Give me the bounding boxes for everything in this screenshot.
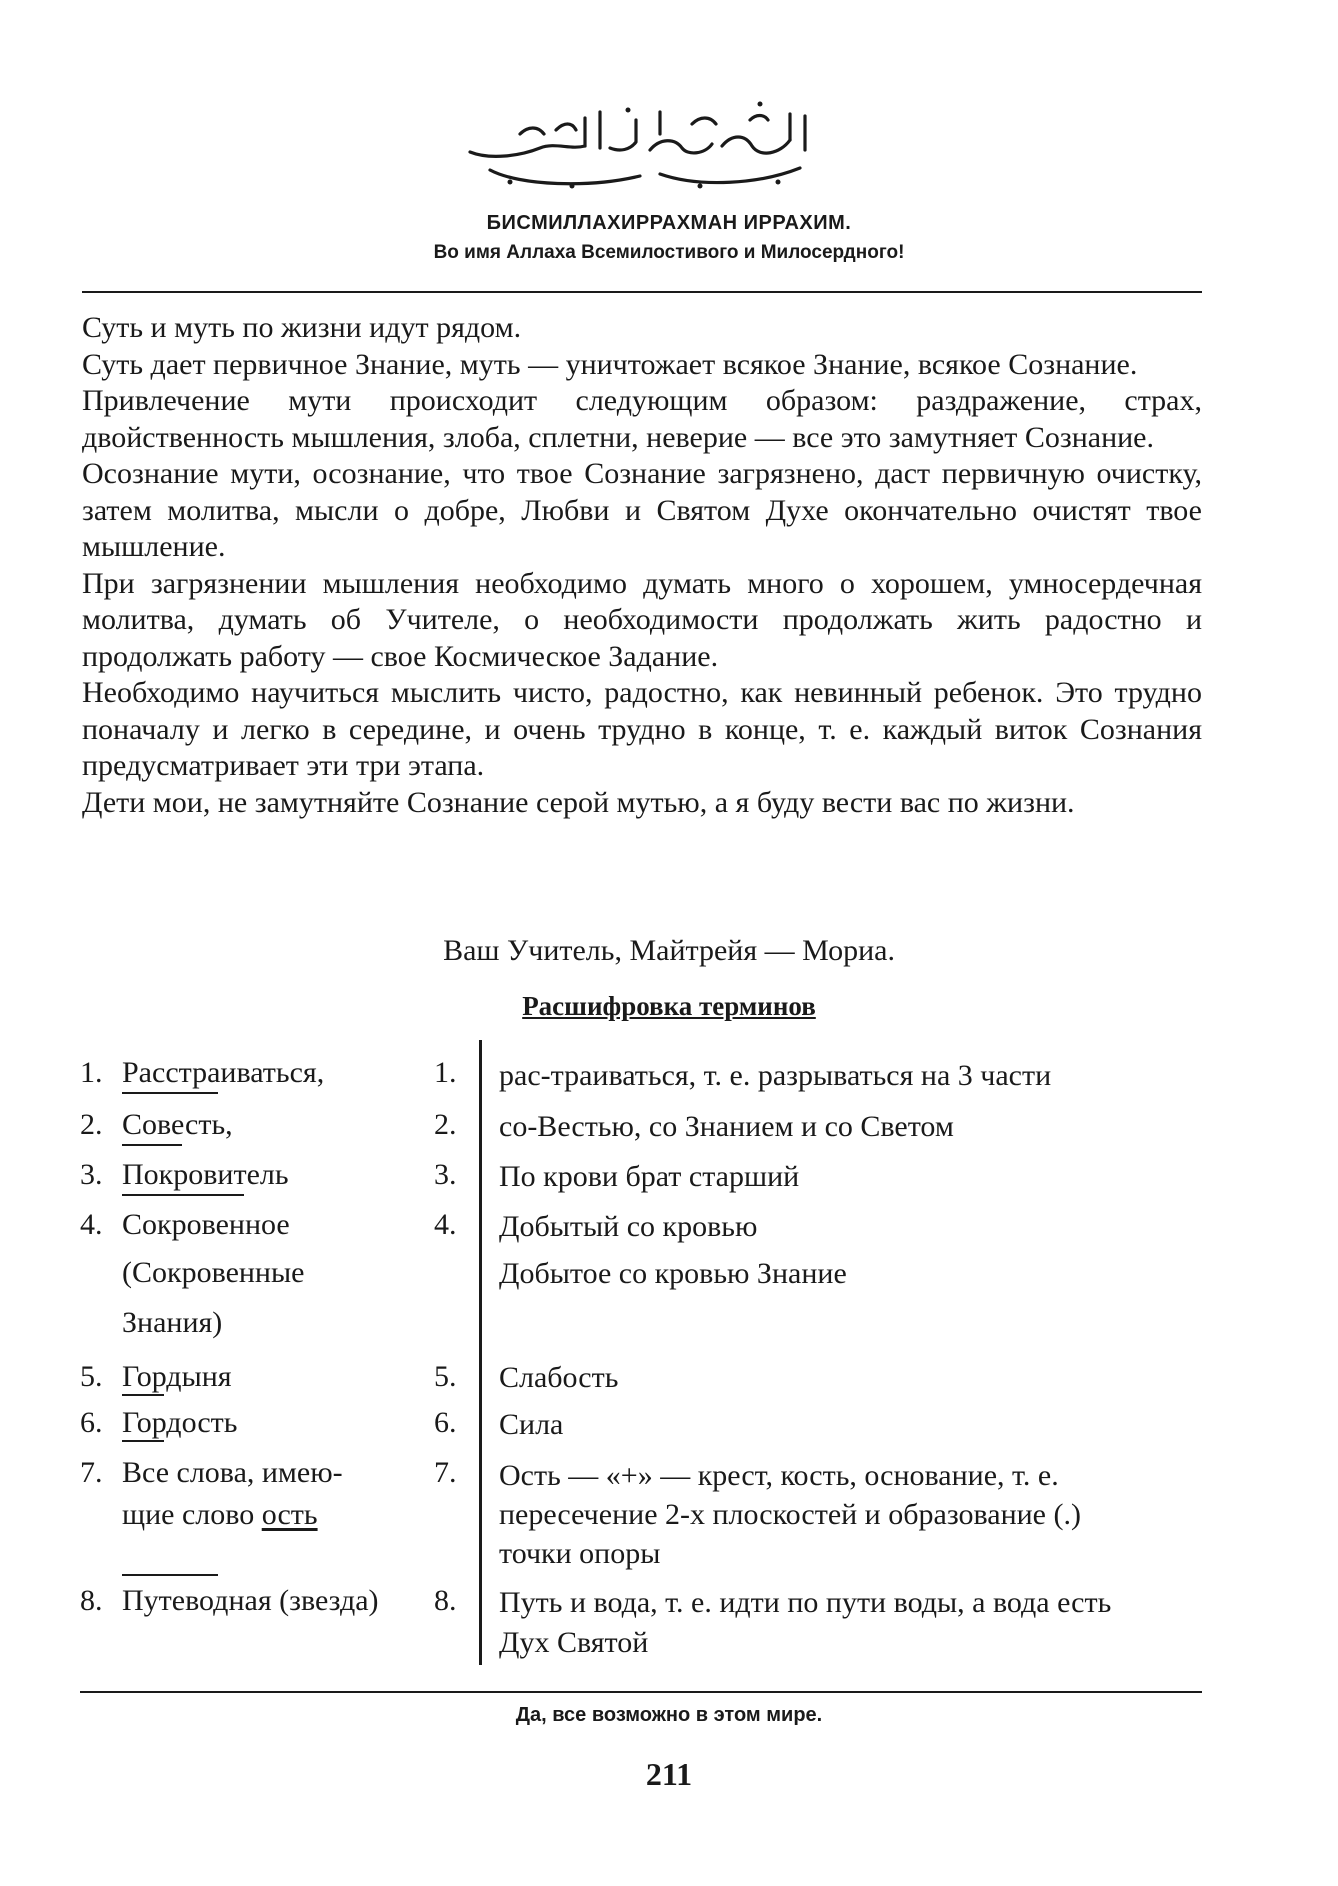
def-number: 4. [434, 1208, 457, 1241]
term-underline [122, 1394, 164, 1396]
term: Путеводная (звезда) [122, 1584, 379, 1617]
bismillah-calligraphy-icon [460, 90, 820, 200]
term: Все слова, имею- [122, 1456, 343, 1489]
footer-text: Да, все возможно в этом мире. [515, 1704, 823, 1726]
definition: Путь и вода, т. е. идти по пути воды, а вода есть [499, 1586, 1112, 1619]
def-number: 8. [434, 1584, 457, 1617]
term-underlined-word: ость [261, 1498, 318, 1531]
definition: Ость — «+» — крест, кость, основание, т. е. [499, 1459, 1059, 1492]
definition: точки опоры [499, 1537, 661, 1570]
term-underline [122, 1144, 182, 1146]
def-number: 5. [434, 1360, 457, 1393]
row-number: 1. [80, 1056, 103, 1089]
term: Сокровенное [122, 1208, 290, 1241]
definition: рас-траиваться, т. е. разрываться на 3 части [499, 1059, 1052, 1092]
row-number: 6. [80, 1406, 103, 1439]
row-number: 4. [80, 1208, 103, 1241]
paragraph: При загрязнении мышления необходимо думать много о хорошем, умносердечная молитва, думать об Учителе, о необходимости продолжать жить радостно и продолжать работу — свое Космическое Задание. [82, 566, 1202, 673]
definition: пересечение 2-х плоскостей и образование (.) [499, 1498, 1081, 1531]
paragraph: Осознание мути, осознание, что твое Сознание загрязнено, даст первичную очистку, затем молитва, мысли о добре, Любви и Святом Духе окончательно очистят твое мышление. [82, 457, 1202, 563]
term: (Сокровенные [122, 1256, 305, 1289]
term: Совесть, [122, 1108, 233, 1141]
term-underline [122, 1574, 218, 1576]
row-number: 7. [80, 1456, 103, 1489]
term: Расстраиваться, [122, 1056, 325, 1089]
definition: Слабость [499, 1361, 619, 1394]
def-number: 3. [434, 1158, 457, 1191]
row-number: 5. [80, 1360, 103, 1393]
header-subtitle: Во имя Аллаха Всемилостивого и Милосердного! [433, 242, 905, 263]
term-text: щие слово [122, 1498, 262, 1531]
paragraph: Суть и муть по жизни идут рядом. [82, 311, 522, 344]
row-number: 8. [80, 1584, 103, 1617]
term: Знания) [122, 1306, 223, 1339]
term [122, 1500, 318, 1530]
divider-top [82, 291, 1202, 293]
paragraph: Необходимо научиться мыслить чисто, радостно, как невинный ребенок. Это трудно поначалу и легко в середине, и очень трудно в конце, т. е. каждый виток Сознания предусматривает эти три этапа. [82, 676, 1202, 782]
definition: Добытое со кровью Знание [499, 1257, 847, 1290]
term-underline [122, 1092, 218, 1094]
header-title: БИСМИЛЛАХИРРАХМАН ИРРАХИМ. [486, 212, 852, 234]
def-number: 6. [434, 1406, 457, 1439]
terms-title: Расшифровка терминов [522, 991, 816, 1021]
divider-bottom [80, 1691, 1202, 1693]
def-number: 1. [434, 1056, 457, 1089]
term-underline [122, 1440, 164, 1442]
table-divider-vertical [479, 1040, 482, 1665]
message-body [82, 310, 1202, 821]
def-number: 2. [434, 1108, 457, 1141]
row-number: 2. [80, 1108, 103, 1141]
paragraph: Привлечение мути происходит следующим образом: раздражение, страх, двойственность мышления, злоба, сплетни, неверие — все это замутняет Сознание. [82, 384, 1202, 454]
definition: Сила [499, 1408, 564, 1441]
row-number: 3. [80, 1158, 103, 1191]
page-number: 211 [645, 1756, 693, 1792]
term: Гордость [122, 1406, 238, 1439]
definition: По крови брат старший [499, 1160, 800, 1193]
paragraph: Суть дает первичное Знание, муть — уничтожает всякое Знание, всякое Сознание. [82, 347, 1138, 381]
term: Гордыня [122, 1360, 232, 1393]
term-underline [122, 1194, 244, 1196]
signature: Ваш Учитель, Майтрейя — Мориа. [443, 934, 895, 967]
definition: со-Вестью, со Знанием и со Светом [499, 1110, 954, 1143]
definition: Добытый со кровью [499, 1210, 758, 1243]
def-number: 7. [434, 1456, 457, 1489]
term: Покровитель [122, 1158, 289, 1191]
definition: Дух Святой [499, 1626, 649, 1659]
paragraph: Дети мои, не замутняйте Сознание серой мутью, а я буду вести вас по жизни. [82, 785, 1075, 819]
